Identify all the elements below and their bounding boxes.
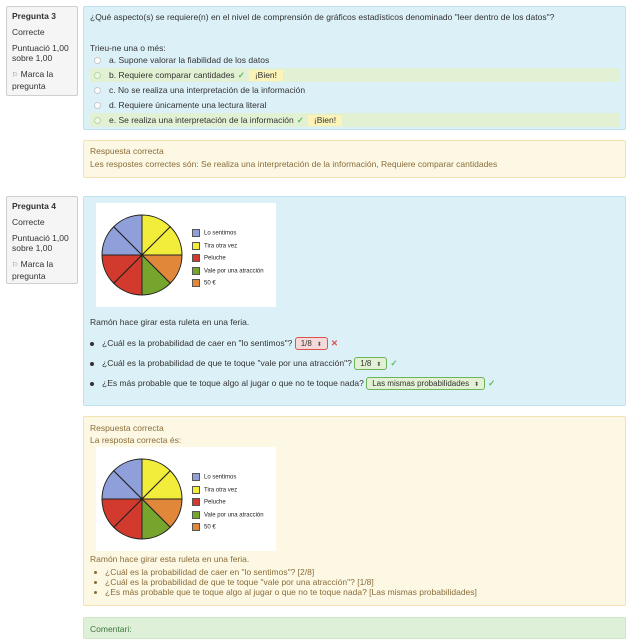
q3-option-b-feedback: ¡Bien! (249, 70, 283, 81)
bullet-icon (90, 362, 94, 366)
q3-flag-link[interactable] (12, 69, 72, 91)
check-icon: ✓ (488, 378, 496, 388)
q3-number: Pregunta 3 (12, 11, 56, 21)
roulette-chart (96, 203, 276, 307)
q4-feedback-title: Respuesta correcta (90, 423, 164, 433)
legend-swatch (192, 523, 200, 531)
select-arrows-icon: ⬍ (376, 362, 382, 369)
legend-item (192, 486, 237, 495)
q4-number: Pregunta 4 (12, 201, 56, 211)
q3-formulation (83, 6, 626, 130)
legend-swatch (192, 511, 200, 519)
legend-item (192, 254, 226, 263)
q3-option-b[interactable] (90, 68, 620, 82)
q4-info-box (6, 196, 78, 284)
legend-label: Tira otra vez (204, 487, 238, 494)
q4-state: Correcte (12, 217, 45, 227)
legend-item (192, 511, 264, 520)
q3-feedback (83, 140, 626, 178)
q4-item-2-text: ¿Cuál es la probabilidad de que te toque "vale por una atracción"? (102, 358, 352, 368)
bullet-icon (94, 571, 97, 574)
legend-swatch (192, 498, 200, 506)
q3-prompt: Trieu-ne una o més: (90, 43, 166, 53)
q4-item-1-text: ¿Cuál es la probabilidad de caer en "lo sentimos"? (102, 338, 293, 348)
checkbox-icon[interactable] (94, 102, 101, 109)
q3-option-d[interactable] (90, 98, 620, 112)
checkbox-icon[interactable] (94, 57, 101, 64)
q4-item-3 (90, 375, 495, 391)
q3-flag-label: Marca la pregunta (12, 69, 54, 91)
legend-label: Peluche (204, 499, 226, 506)
legend-item (192, 523, 216, 532)
q3-feedback-text: Les respostes correctes són: Se realiza una interpretación de la información, Requiere comparar cantidades (90, 159, 498, 169)
q4-right-answer-1 (90, 567, 314, 577)
q4-item-2-select[interactable] (354, 357, 387, 370)
bullet-icon (94, 591, 97, 594)
check-icon: ✓ (237, 70, 245, 80)
legend-label: Lo sentimos (204, 230, 237, 237)
q4-item-1 (90, 335, 338, 351)
checkbox-icon[interactable] (94, 87, 101, 94)
q4-feedback (83, 416, 626, 606)
flag-icon: ⚐ (12, 72, 19, 79)
q3-option-e-label: e. Se realiza una interpretación de la información (109, 115, 294, 125)
legend-item (192, 242, 237, 251)
q3-option-c-label: c. No se realiza una interpretación de la información (109, 85, 306, 95)
legend-swatch (192, 242, 200, 250)
q3-question-text (90, 12, 554, 22)
q4-right-answer-2-text: ¿Cuál es la probabilidad de que te toque "vale por una atracción"? [1/8] (105, 577, 374, 587)
legend-swatch (192, 279, 200, 287)
cross-icon: ✕ (330, 338, 338, 348)
q4-feedback-intro: Ramón hace girar esta ruleta en una feria. (90, 554, 250, 564)
legend-label: 50 € (204, 524, 216, 531)
legend-label: Vale por una atracción (204, 268, 264, 275)
legend-swatch (192, 473, 200, 481)
q4-right-answer-3-text: ¿Es más probable que te toque algo al jugar o que no te toque nada? [Las mismas probabilidades] (105, 587, 477, 597)
bullet-icon (94, 581, 97, 584)
legend-label: Tira otra vez (204, 243, 238, 250)
q4-grade: Puntuació 1,00 sobre 1,00 (12, 233, 69, 253)
legend-item (192, 229, 236, 238)
q4-comment-label: Comentari: (90, 624, 132, 634)
checkbox-icon[interactable] (94, 72, 101, 79)
check-icon: ✓ (296, 115, 304, 125)
q4-intro: Ramón hace girar esta ruleta en una feria. (90, 317, 250, 327)
q3-feedback-title: Respuesta correcta (90, 146, 164, 156)
q4-right-answer-3 (90, 587, 477, 597)
legend-swatch (192, 254, 200, 262)
q4-item-2-select-value: 1/8 (360, 359, 372, 369)
bullet-icon (90, 342, 94, 346)
legend-item (192, 279, 216, 288)
q4-item-3-select[interactable] (366, 377, 485, 390)
legend-swatch (192, 267, 200, 275)
select-arrows-icon: ⬍ (316, 342, 322, 349)
q3-option-e[interactable] (90, 113, 620, 127)
legend-label: 50 € (204, 280, 216, 287)
check-icon: ✓ (390, 358, 398, 368)
q3-state: Correcte (12, 27, 45, 37)
legend-item (192, 473, 236, 482)
roulette-chart-answer (96, 447, 276, 551)
q4-right-answer-2 (90, 577, 374, 587)
q3-option-d-label: d. Requiere únicamente una lectura literal (109, 100, 267, 110)
bullet-icon (90, 382, 94, 386)
q4-formulation (83, 196, 626, 406)
legend-item (192, 498, 226, 507)
legend-label: Vale por una atracción (204, 512, 264, 519)
q3-grade: Puntuació 1,00 sobre 1,00 (12, 43, 69, 63)
legend-swatch (192, 229, 200, 237)
q4-flag-label: Marca la pregunta (12, 259, 54, 281)
q3-option-e-feedback: ¡Bien! (308, 115, 342, 126)
select-arrows-icon: ⬍ (474, 382, 480, 389)
q3-option-a-label: a. Supone valorar la fiabilidad de los datos (109, 55, 270, 65)
q4-right-answer-1-text: ¿Cuál es la probabilidad de caer en "lo sentimos"? [2/8] (105, 567, 315, 577)
legend-item (192, 267, 264, 276)
q4-feedback-sub: La resposta correcta és: (90, 435, 182, 445)
q4-item-2 (90, 355, 398, 371)
legend-label: Peluche (204, 255, 226, 262)
flag-icon: ⚐ (12, 262, 19, 269)
q3-question-text-content: ¿Qué aspecto(s) se requiere(n) en el nivel de comprensión de gráficos estadísticos denominado "leer dentro de los datos"? (90, 12, 555, 22)
q4-item-1-select[interactable] (295, 337, 328, 350)
roulette-chart-answer-svg (96, 447, 276, 551)
q4-item-1-select-value: 1/8 (300, 339, 312, 349)
checkbox-icon[interactable] (94, 117, 101, 124)
q3-option-b-label: b. Requiere comparar cantidades (109, 70, 235, 80)
q3-info-box (6, 6, 78, 96)
q3-option-a[interactable] (90, 53, 620, 67)
q4-item-3-select-value: Las mismas probabilidades (372, 379, 470, 389)
q3-option-c[interactable] (90, 83, 620, 97)
q4-comment-box (83, 617, 626, 639)
q4-flag-link[interactable] (12, 259, 72, 281)
legend-label: Lo sentimos (204, 474, 237, 481)
roulette-chart-svg (96, 203, 276, 307)
q4-item-3-text: ¿Es más probable que te toque algo al jugar o que no te toque nada? (102, 378, 364, 388)
legend-swatch (192, 486, 200, 494)
